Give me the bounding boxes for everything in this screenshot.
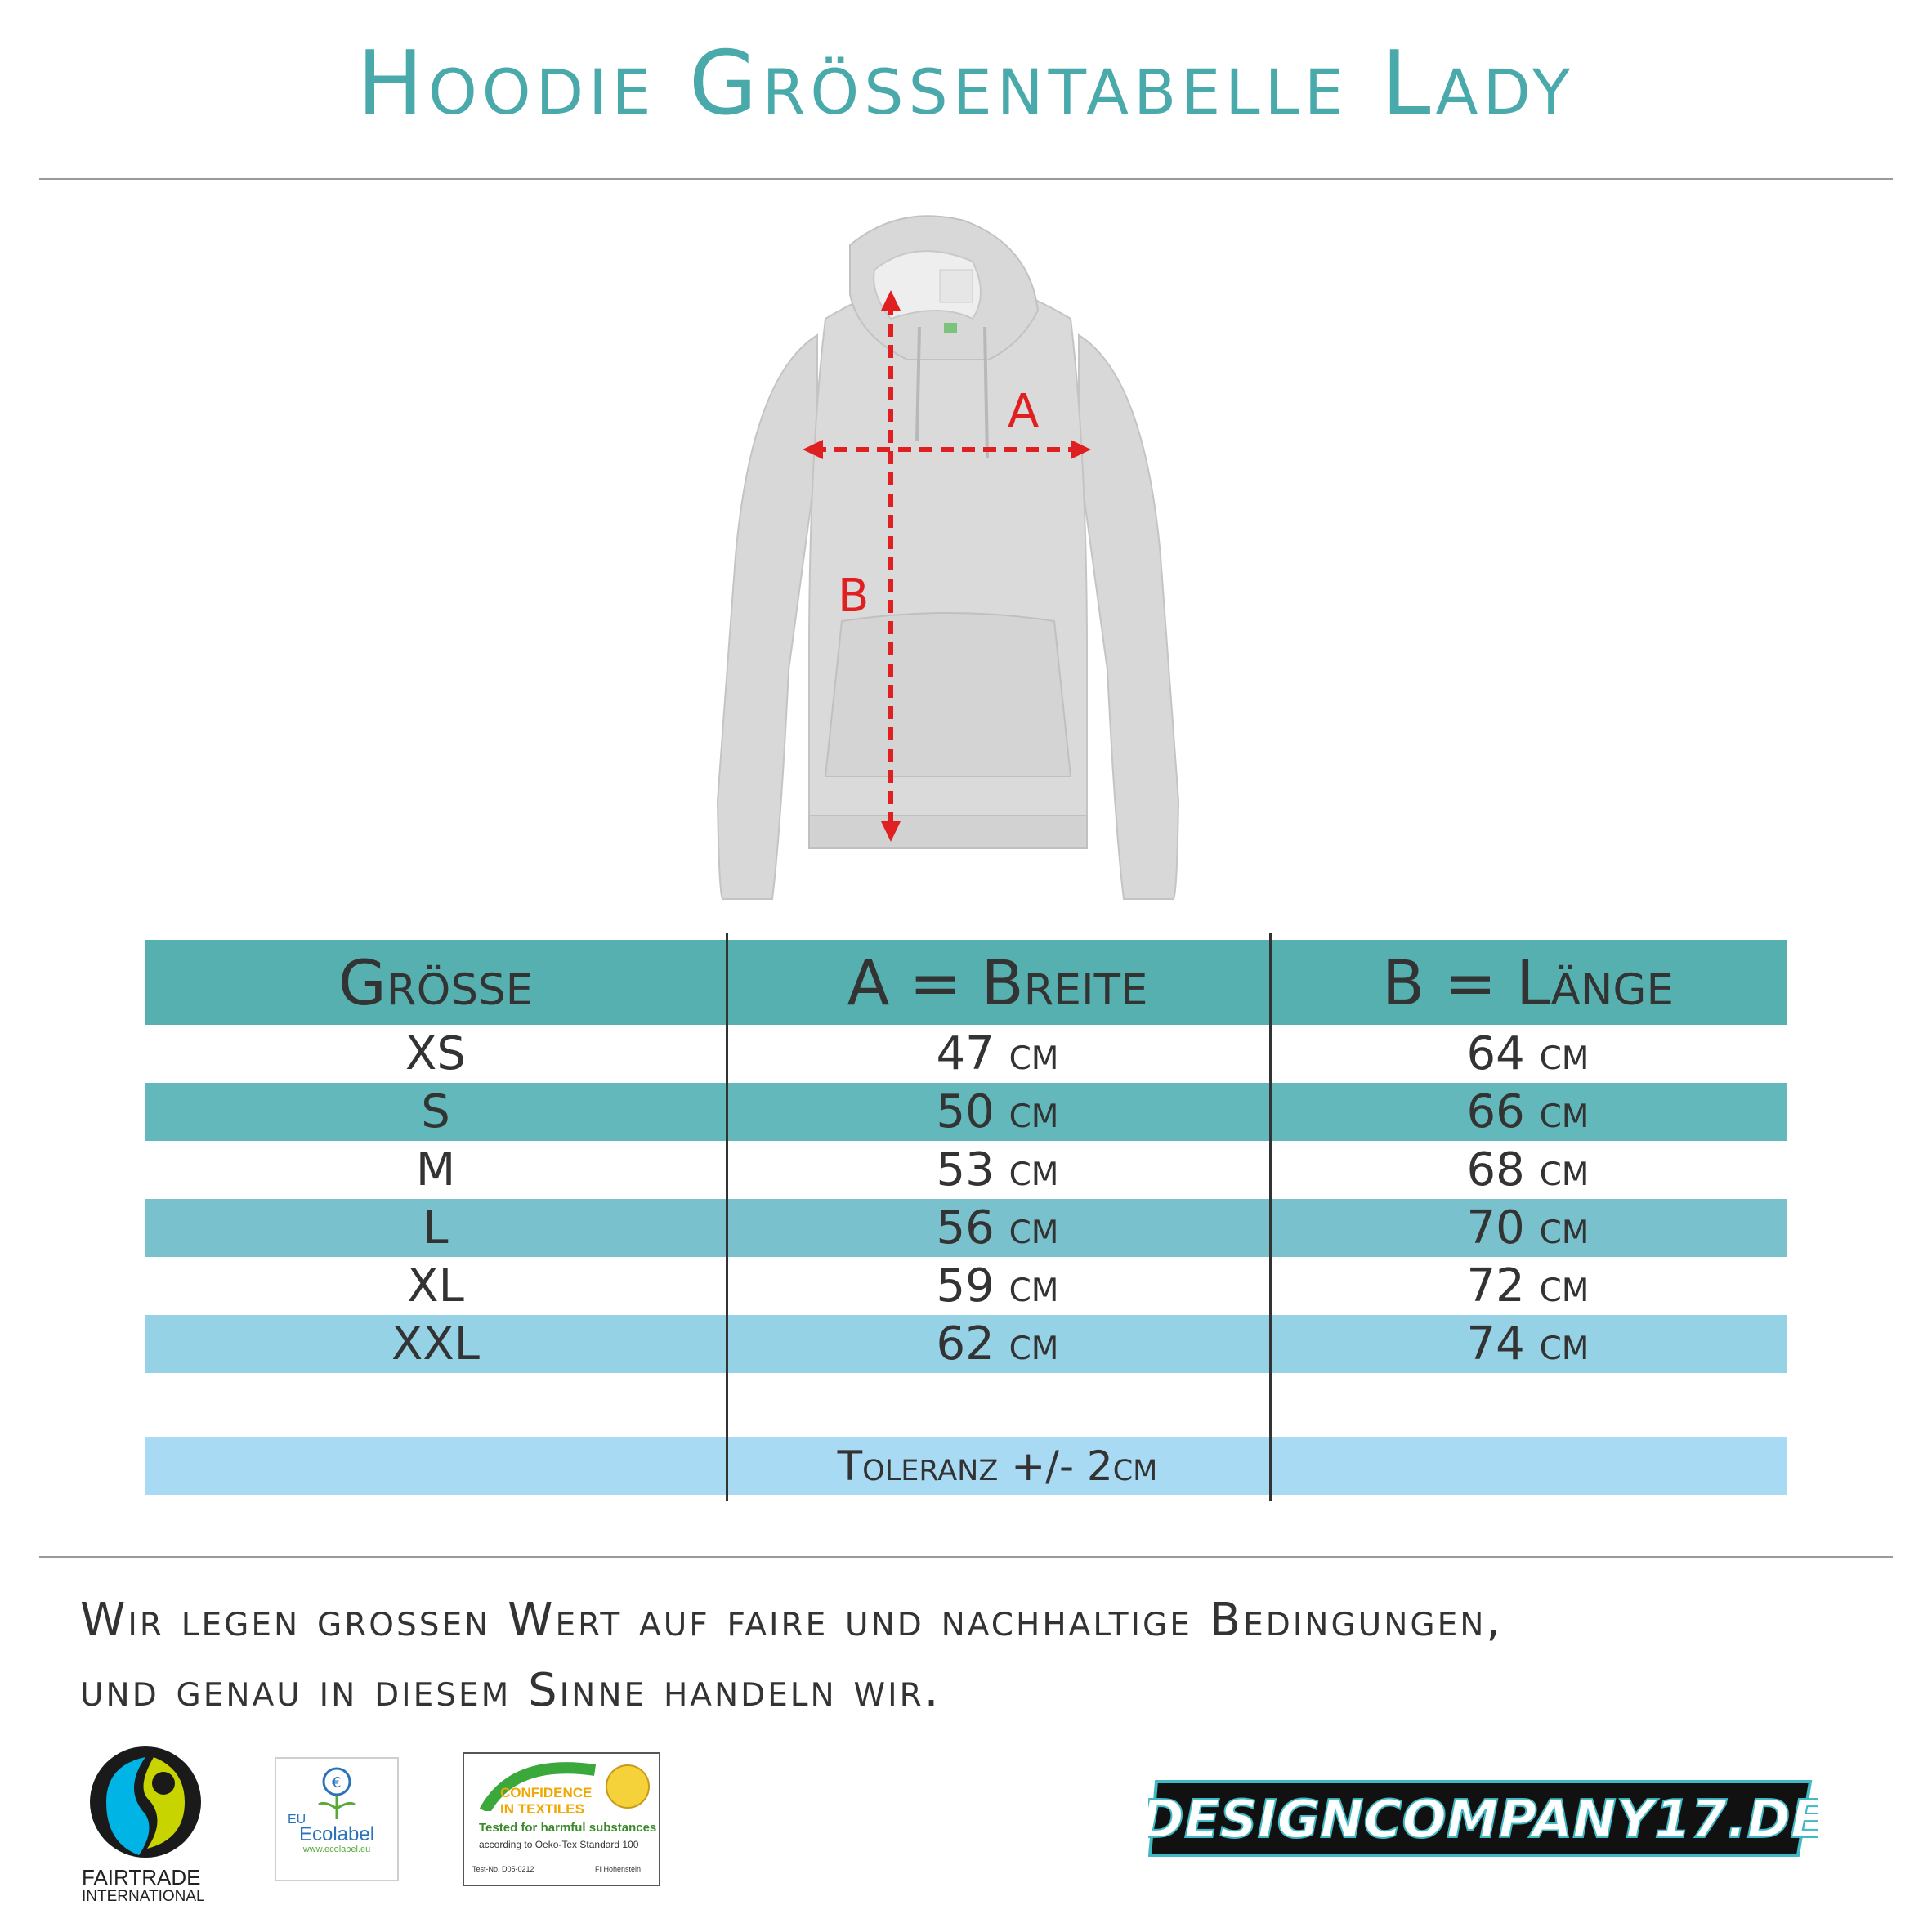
table-row [145,1083,1787,1141]
ecolabel-url: www.ecolabel.eu [302,1845,371,1854]
label-a: A [1008,385,1040,438]
width-cell: 50 cm [936,1085,1059,1138]
size-cell: L [423,1201,449,1254]
brand-logo [1148,1773,1818,1863]
oekotex-line-6: FI Hohenstein [595,1865,642,1873]
tolerance-row [145,1437,1787,1495]
header-length: B = Länge [1382,946,1674,1019]
width-cell: 53 cm [936,1143,1059,1196]
fairtrade-logo [82,1741,221,1905]
table-row [145,1141,1787,1199]
ecolabel-logo [275,1757,399,1881]
designcompany-logo [1148,1773,1818,1863]
length-cell: 68 cm [1466,1143,1590,1196]
label-b: B [838,570,870,623]
fairtrade-subtext: INTERNATIONAL [82,1888,205,1905]
column-divider [726,933,728,1501]
width-cell: 47 cm [936,1027,1059,1080]
svg-text:€: € [332,1774,342,1791]
oekotex-logo [463,1752,660,1886]
oekotex-line-3: Tested for harmful substances [479,1821,657,1835]
oekotex-line-4: according to Oeko-Tex Standard 100 [479,1839,639,1850]
size-cell: XXL [391,1317,480,1371]
header-width: A = Breite [847,946,1148,1019]
statement-line-1: Wir legen grossen Wert auf faire und nachhaltige Bedingungen, [80,1594,1504,1647]
size-cell: M [415,1143,456,1196]
statement-line-2: und genau in diesem Sinne handeln wir. [80,1664,941,1717]
size-cell: XS [405,1027,466,1080]
top-divider [39,178,1893,180]
size-cell: S [421,1085,450,1138]
hoodie-illustration [703,212,1193,907]
ecolabel-name: Ecolabel [298,1823,375,1845]
length-cell: 70 cm [1466,1201,1590,1254]
table-header-row [145,940,1787,1025]
width-cell: 59 cm [936,1259,1059,1313]
table-row [145,1199,1787,1257]
length-cell: 64 cm [1466,1027,1590,1080]
table-row [145,1025,1787,1083]
column-divider [1269,933,1272,1501]
bottom-divider [39,1556,1893,1558]
oekotex-line-5: Test-No. D05-0212 [472,1865,534,1873]
brand-text: DESIGNCOMPANY17.DE [1148,1790,1818,1850]
oekotex-line-2: IN TEXTILES [500,1801,584,1817]
length-cell: 72 cm [1466,1259,1590,1313]
width-cell: 56 cm [936,1201,1059,1254]
fairtrade-icon [82,1741,221,1863]
width-cell: 62 cm [936,1317,1059,1371]
ecolabel-eu: EU [288,1813,306,1827]
length-cell: 66 cm [1466,1085,1590,1138]
header-size: Grösse [338,946,534,1019]
page-title: Hoodie Grössentabelle Lady [356,33,1576,135]
size-cell: XL [407,1259,464,1313]
hoodie-diagram [703,212,1193,907]
fairtrade-text: FAIRTRADE [82,1865,201,1890]
table-row [145,1257,1787,1315]
tolerance-note: Toleranz +/- 2cm [837,1442,1158,1490]
length-cell: 74 cm [1466,1317,1590,1371]
oekotex-line-1: CONFIDENCE [500,1785,593,1800]
table-row [145,1315,1787,1373]
ecolabel-flower-icon [304,1764,369,1821]
